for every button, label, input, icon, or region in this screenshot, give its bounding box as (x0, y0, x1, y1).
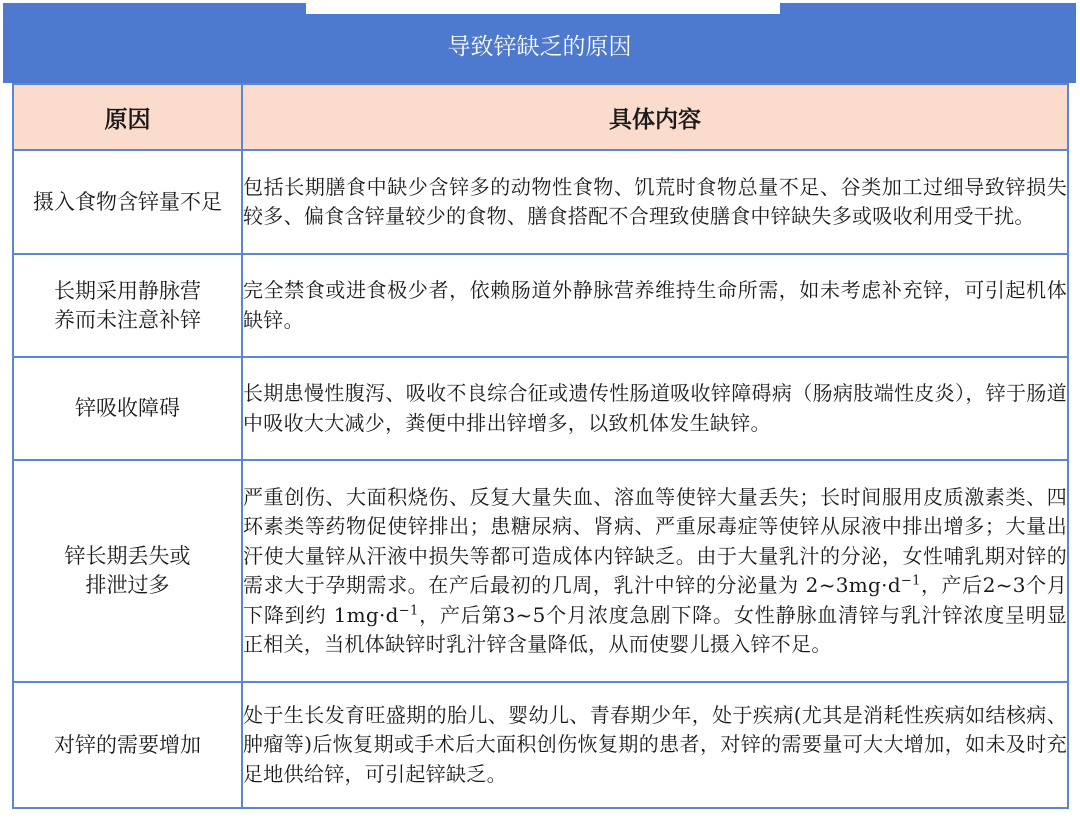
row-reason: 锌吸收障碍 (13, 357, 242, 460)
row-reason: 摄入食物含锌量不足 (13, 150, 242, 254)
zinc-deficiency-causes-table (12, 83, 1069, 809)
row-reason: 锌长期丢失或排泄过多 (13, 460, 242, 682)
row-detail: 包括长期膳食中缺少含锌多的动物性食物、饥荒时食物总量不足、谷类加工过细导致锌损失较多、偏食含锌量较少的食物、膳食搭配不合理致使膳食中锌缺失多或吸收利用受干扰。 (242, 150, 1068, 254)
table-row (13, 254, 1068, 357)
row-detail: 完全禁食或进食极少者，依赖肠道外静脉营养维持生命所需，如未考虑补充锌，可引起机体缺锌。 (242, 254, 1068, 357)
row-reason: 长期采用静脉营养而未注意补锌 (13, 254, 242, 357)
table-row (13, 682, 1068, 808)
table-row (13, 460, 1068, 682)
title-notch-decoration (306, 3, 780, 14)
title-bar (3, 3, 1076, 83)
detail-part-c: ，产后第3~5个月浓度急剧下降。女性静脉血清锌与乳汁锌浓度呈明显正相关，当机体缺锌时乳汁锌含量降低，从而使婴儿摄入锌不足。 (243, 602, 1068, 656)
header-detail: 具体内容 (242, 84, 1068, 150)
row-detail: 长期患慢性腹泻、吸收不良综合征或遗传性肠道吸收锌障碍病（肠病肢端性皮炎），锌于肠道中吸收大大减少，粪便中排出锌增多，以致机体发生缺锌。 (242, 357, 1068, 460)
page-title: 导致锌缺乏的原因 (447, 34, 632, 60)
table-row (13, 357, 1068, 460)
row-detail (242, 460, 1068, 682)
table-header-row (13, 84, 1068, 150)
detail-part-a: 严重创伤、大面积烧伤、反复大量失血、溶血等使锌大量丢失；长时间服用皮质激素类、四环素类等药物促使锌排出；患糖尿病、肾病、严重尿毒症等使锌从尿液中排出增多；大量出汗使大量锌从汗液中损失等都可造成体内锌缺乏。由于大量乳汁的分泌，女性哺乳期对锌的需求大于孕期需求。在产后最初的几周，乳汁中锌的分泌量为 2~3mg·d (243, 484, 1067, 597)
superscript-a: −1 (900, 573, 921, 589)
detail-part-b: ，产后2~3个月下降到约 1mg·d (243, 573, 1067, 627)
row-detail: 处于生长发育旺盛期的胎儿、婴幼儿、青春期少年，处于疾病(尤其是消耗性疾病如结核病、肿瘤等)后恢复期或手术后大面积创伤恢复期的患者，对锌的需要量可大大增加，如未及时充足地供给锌，可引起锌缺乏。 (242, 682, 1068, 808)
row-reason: 对锌的需要增加 (13, 682, 242, 808)
header-reason: 原因 (13, 84, 242, 150)
superscript-b: −1 (398, 602, 419, 618)
table-row (13, 150, 1068, 254)
